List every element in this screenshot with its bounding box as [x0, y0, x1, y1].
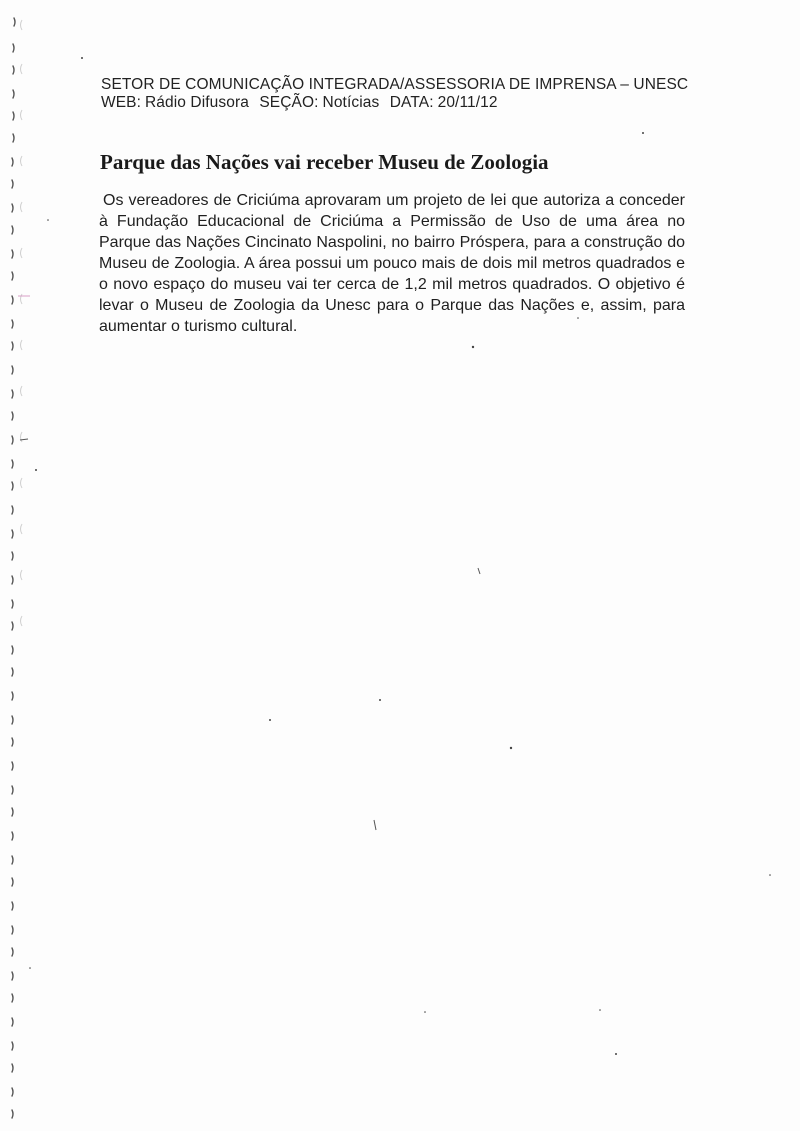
binding-holes-edge	[0, 0, 40, 1131]
article-title: Parque das Nações vai receber Museu de Zoologia	[100, 150, 549, 174]
document-header	[101, 76, 688, 112]
date-label: DATA:	[389, 94, 434, 111]
section-value: Notícias	[322, 94, 380, 111]
date-value: 20/11/12	[437, 94, 498, 111]
header-meta-line	[101, 94, 688, 112]
header-organization-line: SETOR DE COMUNICAÇÃO INTEGRADA/ASSESSORIA DE IMPRENSA – UNESC	[101, 76, 689, 93]
article-paragraph: Os vereadores de Criciúma aprovaram um projeto de lei que autoriza a conceder à Fundação Educacional de Criciúma a Permissão de Uso de uma área no Parque das Nações Cincinato Naspolini, no bairro Próspera, para a construção do Museu de Zoologia. A área possui um pouco mais de dois mil metros quadrados e o novo espaço do museu vai ter cerca de 1,2 mil metros quadrados. O objetivo é levar o Museu de Zoologia da Unesc para o Parque das Nações e, assim, para aumentar o turismo cultural.	[99, 192, 685, 335]
section-label: SEÇÃO:	[259, 94, 319, 111]
article-body	[99, 190, 685, 337]
web-label: WEB:	[101, 94, 142, 111]
web-value: Rádio Difusora	[145, 94, 249, 111]
